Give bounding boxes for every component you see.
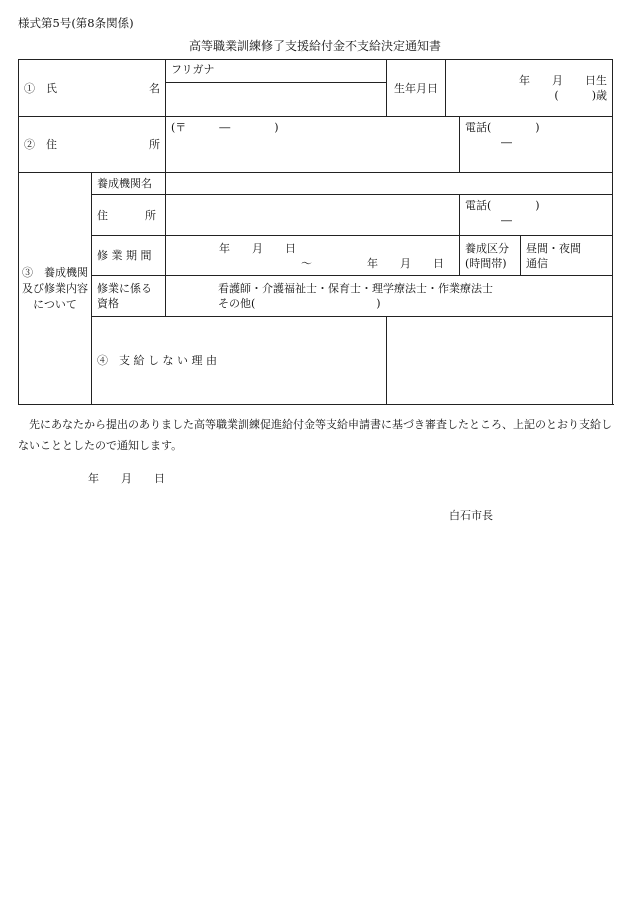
study-period-field[interactable]: [166, 236, 460, 276]
training-category-value[interactable]: 昼間・夜間 通信: [521, 236, 613, 276]
period-start: 年 月 日: [219, 241, 296, 255]
institution-address-label: 住 所: [92, 195, 166, 236]
qualification-options: 看護師・介護福祉士・保育士・理学療法士・作業療法士: [218, 282, 493, 295]
period-end: ～ 年 月 日: [301, 256, 444, 270]
postal-code: (〒 ― ): [171, 121, 279, 134]
address-field[interactable]: [166, 117, 460, 173]
institution-address-field[interactable]: [166, 195, 460, 236]
reason-label: [92, 317, 387, 405]
notice-body-text: 先にあなたから提出のありました高等職業訓練促進給付金等支給申請書に基づき審査したところ、上記のとおり支給しないこととしたので通知します。: [18, 418, 612, 452]
issuer-name: 白石市長: [449, 509, 493, 522]
furigana-label: フリガナ: [171, 63, 215, 76]
institution-name-label: 養成機関名: [92, 173, 166, 195]
name-field[interactable]: [166, 83, 387, 117]
address-label-cell: ② 住 所: [19, 117, 166, 173]
birthdate-label: 生年月日: [387, 60, 446, 117]
institution-phone-label: 電話( ): [465, 199, 540, 212]
age-field: ( )歳: [554, 89, 607, 102]
institution-phone-field[interactable]: [460, 195, 613, 236]
birthdate-ymd: 年 月 日生: [519, 74, 607, 87]
issue-date: 年 月 日: [88, 472, 165, 485]
institution-name-field[interactable]: [166, 173, 613, 195]
name-label-cell: ① 氏 名: [19, 60, 166, 117]
row-number-3: ③ 養成機関及び修業内容について: [22, 265, 88, 311]
training-category-label: 養成区分 (時間帯): [460, 236, 521, 276]
form-number: 様式第5号(第8条関係): [18, 16, 134, 30]
notice-form-table: [18, 59, 613, 405]
institution-phone-dash: ―: [501, 214, 512, 227]
qualification-label: 修業に係る 資格: [92, 276, 166, 317]
document-title: 高等職業訓練修了支援給付金不支給決定通知書: [188, 39, 441, 53]
row-number-1: ①: [24, 81, 35, 95]
study-period-label: 修 業 期 間: [92, 236, 166, 276]
qualification-field[interactable]: [166, 276, 613, 317]
institution-section-label: [19, 173, 92, 405]
row-number-2: ②: [24, 138, 35, 151]
phone-label: 電話( ): [465, 121, 540, 134]
row-number-4: ④ 支 給 し な い 理 由: [97, 354, 217, 367]
phone-dash: ―: [501, 136, 512, 149]
reason-field[interactable]: [387, 317, 613, 405]
birthdate-field[interactable]: [446, 60, 613, 117]
phone-field[interactable]: [460, 117, 613, 173]
furigana-field[interactable]: [166, 60, 387, 83]
qualification-other: その他( ): [218, 297, 381, 310]
